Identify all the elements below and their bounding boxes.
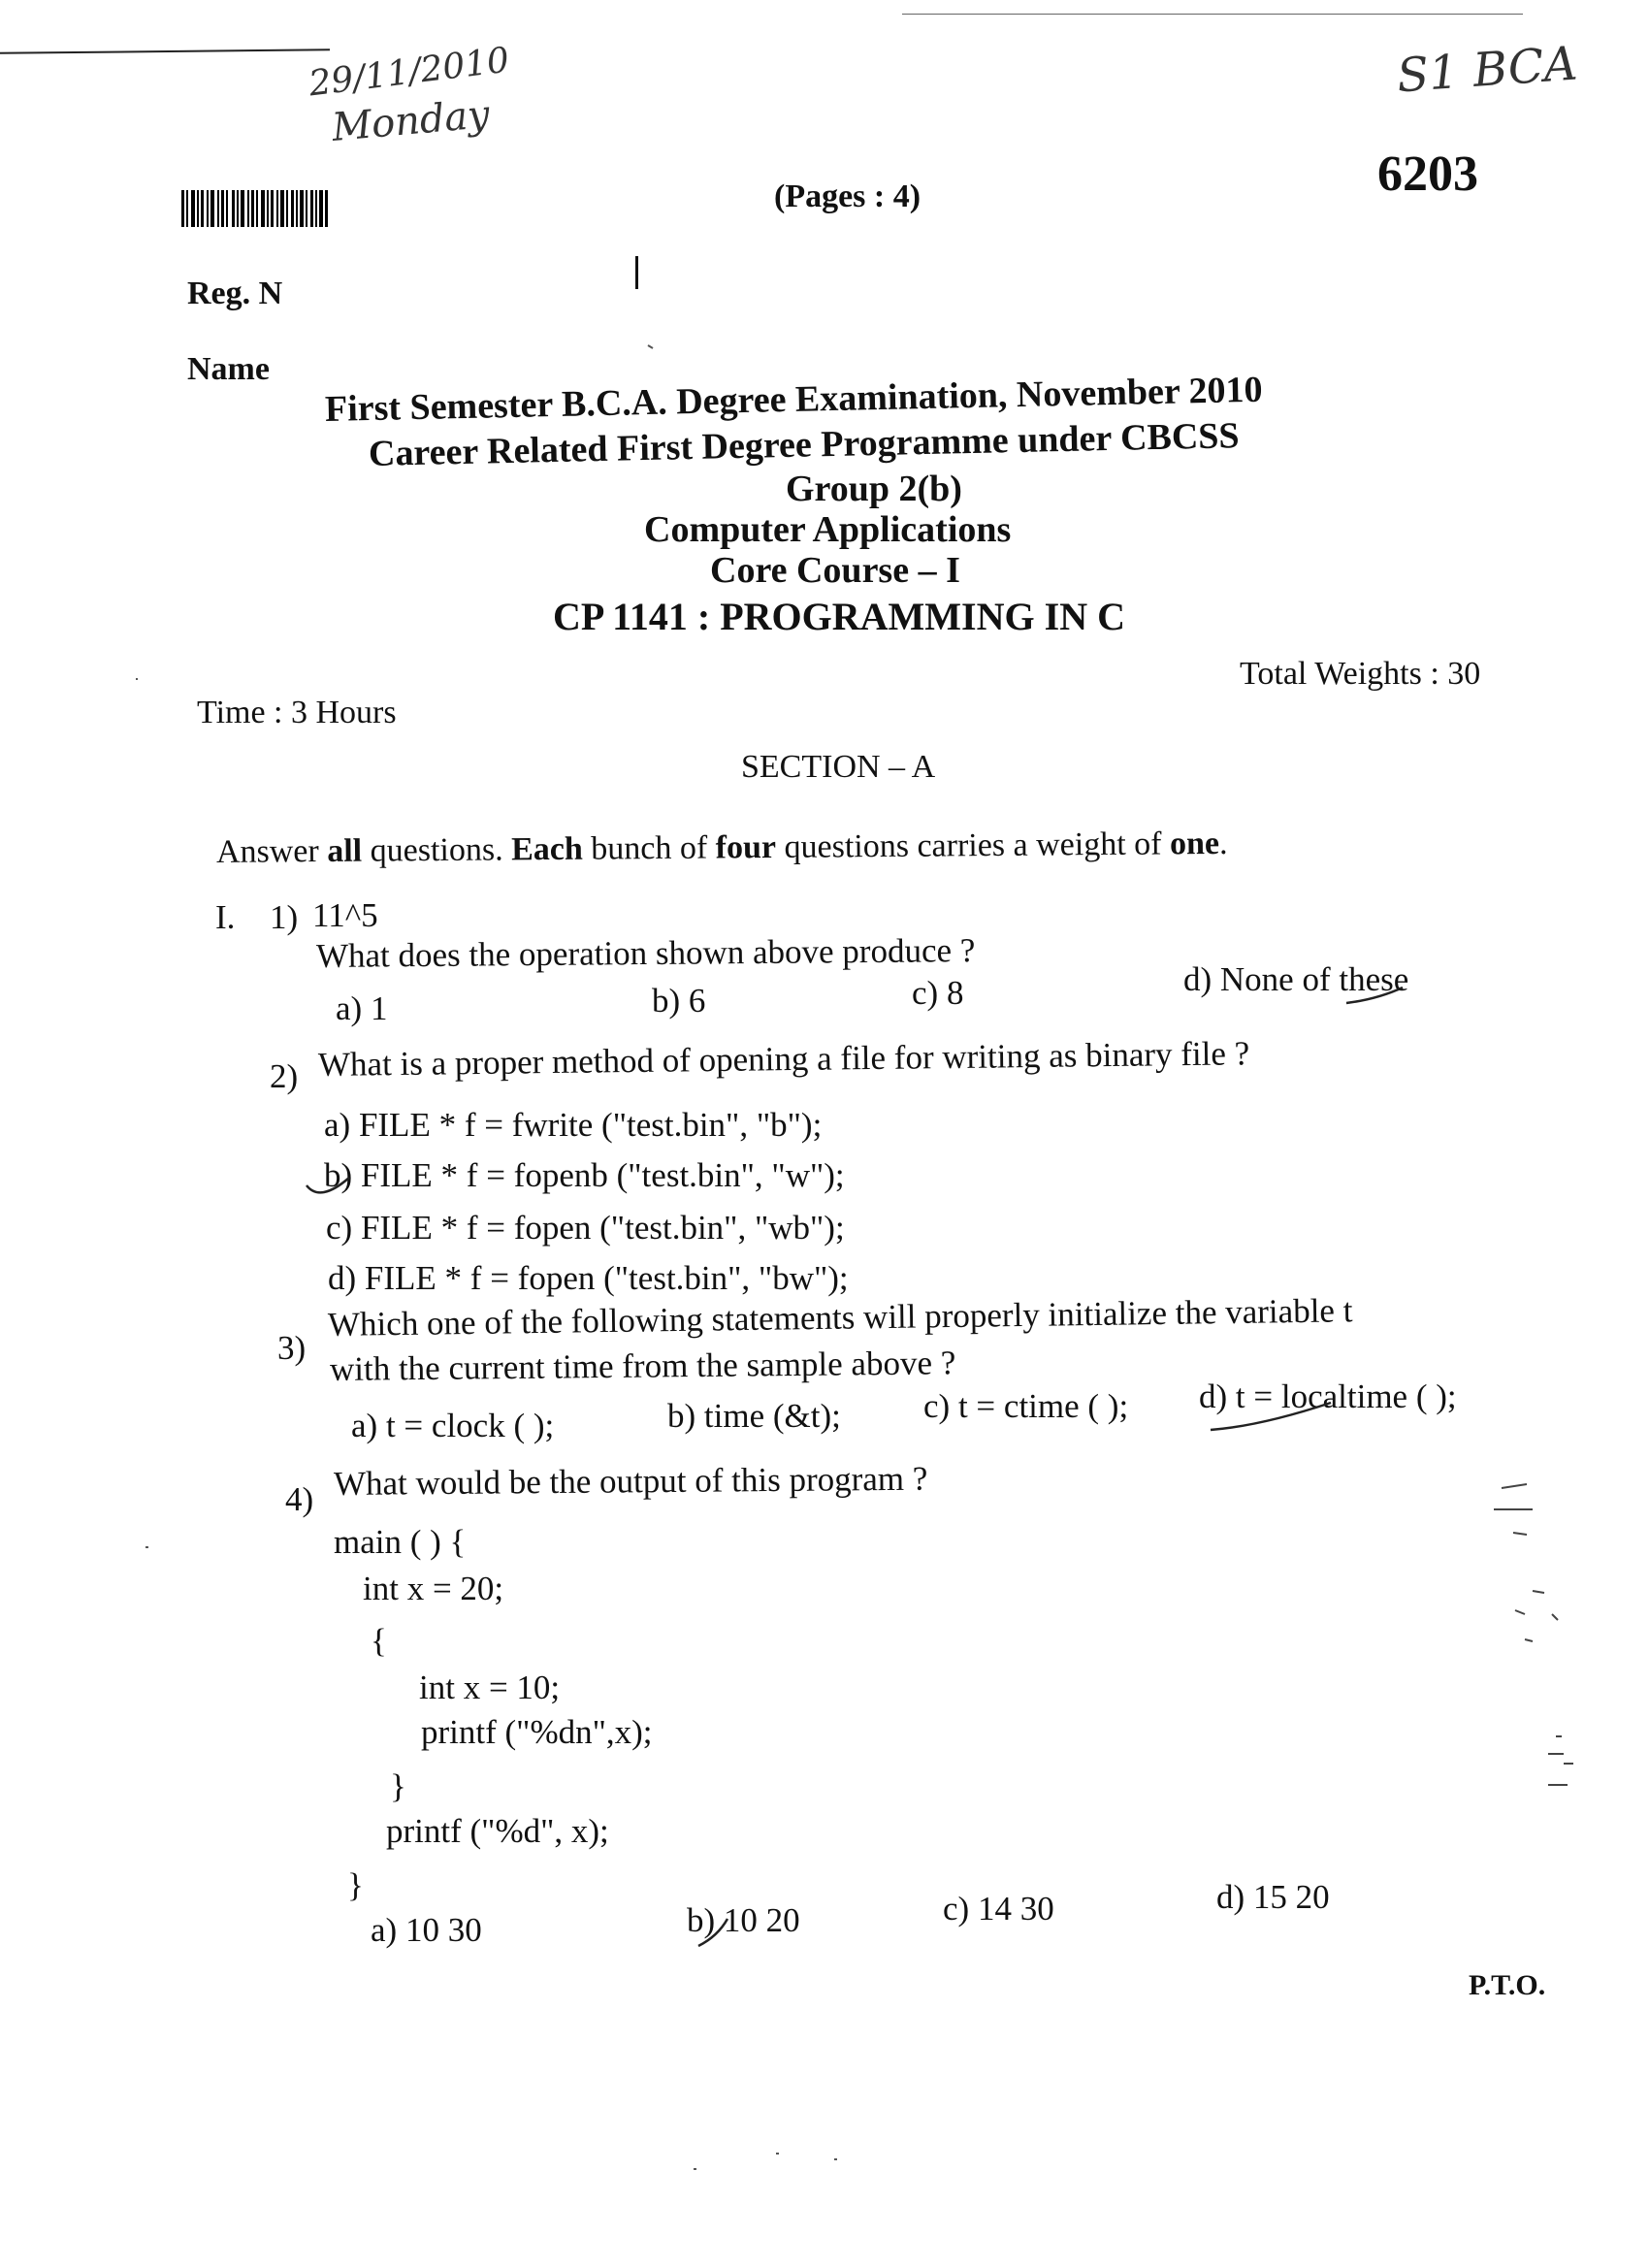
- question-3-option-a: a) t = clock ( );: [351, 1407, 555, 1444]
- instruction-text-5: .: [1218, 825, 1228, 861]
- exam-title-line2: Career Related First Degree Programme under CBCSS: [368, 415, 1240, 474]
- question-2-option-b: b) FILE * f = fopenb ("test.bin", "w");: [324, 1156, 845, 1194]
- top-rule-right: [902, 14, 1523, 15]
- question-4-code-line: {: [371, 1622, 387, 1660]
- question-3-option-c: c) t = ctime ( );: [923, 1387, 1129, 1425]
- barcode: [181, 190, 358, 227]
- instruction-bold-four: four: [715, 828, 777, 866]
- question-2-text: What is a proper method of opening a file for writing as binary file ?: [317, 1034, 1250, 1084]
- instruction-text-2: questions.: [362, 831, 512, 869]
- section-title: SECTION – A: [741, 749, 936, 785]
- question-4-option-d: d) 15 20: [1216, 1878, 1330, 1916]
- question-4-code-line: printf ("%d", x);: [386, 1812, 609, 1850]
- question-1-option-b: b) 6: [652, 982, 706, 1020]
- question-4-option-c: c) 14 30: [943, 1890, 1054, 1928]
- question-4-code-line: main ( ) {: [334, 1523, 467, 1561]
- exam-title-line1: First Semester B.C.A. Degree Examination, November 2010: [324, 369, 1263, 430]
- question-4-number: 4): [285, 1480, 314, 1518]
- question-4-code-line: }: [347, 1866, 364, 1904]
- question-4-code-line: int x = 20;: [363, 1570, 504, 1607]
- exam-title-line4: Computer Applications: [644, 509, 1012, 550]
- handwritten-course-code: S1 BCA: [1395, 36, 1579, 104]
- instruction-text-4: questions carries a weight of: [775, 826, 1171, 865]
- total-weights: Total Weights : 30: [1240, 656, 1481, 692]
- question-4-option-b: b) 10 20: [687, 1901, 800, 1939]
- question-1-expression: 11^5: [312, 896, 378, 934]
- question-3-option-b: b) time (&t);: [667, 1397, 841, 1435]
- exam-title-line5: Core Course – I: [710, 550, 960, 591]
- question-2-option-c: c) FILE * f = fopen ("test.bin", "wb");: [326, 1209, 845, 1247]
- question-2-option-d: d) FILE * f = fopen ("test.bin", "bw");: [328, 1259, 849, 1297]
- name-label: Name: [187, 351, 270, 387]
- handwritten-date: 29/11/2010: [307, 40, 512, 105]
- rough-work-marks: [1494, 1484, 1573, 1785]
- instruction-bold-one: one: [1169, 825, 1220, 862]
- question-3-text-line1: Which one of the following statements will properly initialize the variable t: [327, 1291, 1353, 1344]
- reg-no-label: Reg. N: [187, 275, 283, 311]
- handwritten-day: Monday: [330, 91, 492, 151]
- question-4-option-a: a) 10 30: [371, 1911, 482, 1949]
- question-4-code-line: }: [390, 1767, 406, 1805]
- instruction-bold-all: all: [327, 832, 363, 870]
- instruction-text-1: Answer: [215, 833, 328, 870]
- question-1-number: 1): [270, 898, 299, 936]
- course-title: CP 1141 : PROGRAMMING IN C: [553, 595, 1125, 638]
- section-instruction: [216, 826, 1228, 871]
- exam-title-line3: Group 2(b): [786, 469, 962, 509]
- pages-count: (Pages : 4): [774, 178, 922, 214]
- question-2-option-a: a) FILE * f = fwrite ("test.bin", "b");: [324, 1106, 823, 1144]
- question-3-option-d: d) t = localtime ( );: [1199, 1377, 1457, 1415]
- question-1-option-c: c) 8: [912, 974, 964, 1012]
- question-1-option-d: d) None of these: [1183, 960, 1409, 998]
- question-3-number: 3): [277, 1329, 307, 1367]
- reg-no-mark: [635, 256, 638, 289]
- instruction-bold-each: Each: [510, 830, 583, 868]
- paper-code: 6203: [1377, 146, 1478, 202]
- instruction-text-3: bunch of: [582, 829, 716, 867]
- question-4-code-line: printf ("%dn",x);: [421, 1713, 653, 1751]
- question-4-text: What would be the output of this program ?: [333, 1459, 928, 1503]
- question-group-label: I.: [215, 898, 236, 936]
- question-1-text: What does the operation shown above produce ?: [315, 931, 976, 975]
- time-allowed: Time : 3 Hours: [197, 695, 397, 730]
- page-turn-over: P.T.O.: [1469, 1969, 1546, 2001]
- question-3-text-line2: with the current time from the sample above ?: [329, 1344, 956, 1388]
- question-1-option-a: a) 1: [336, 989, 388, 1027]
- top-rule-left: [0, 49, 330, 54]
- question-2-number: 2): [270, 1057, 299, 1095]
- question-4-code-line: int x = 10;: [419, 1669, 561, 1706]
